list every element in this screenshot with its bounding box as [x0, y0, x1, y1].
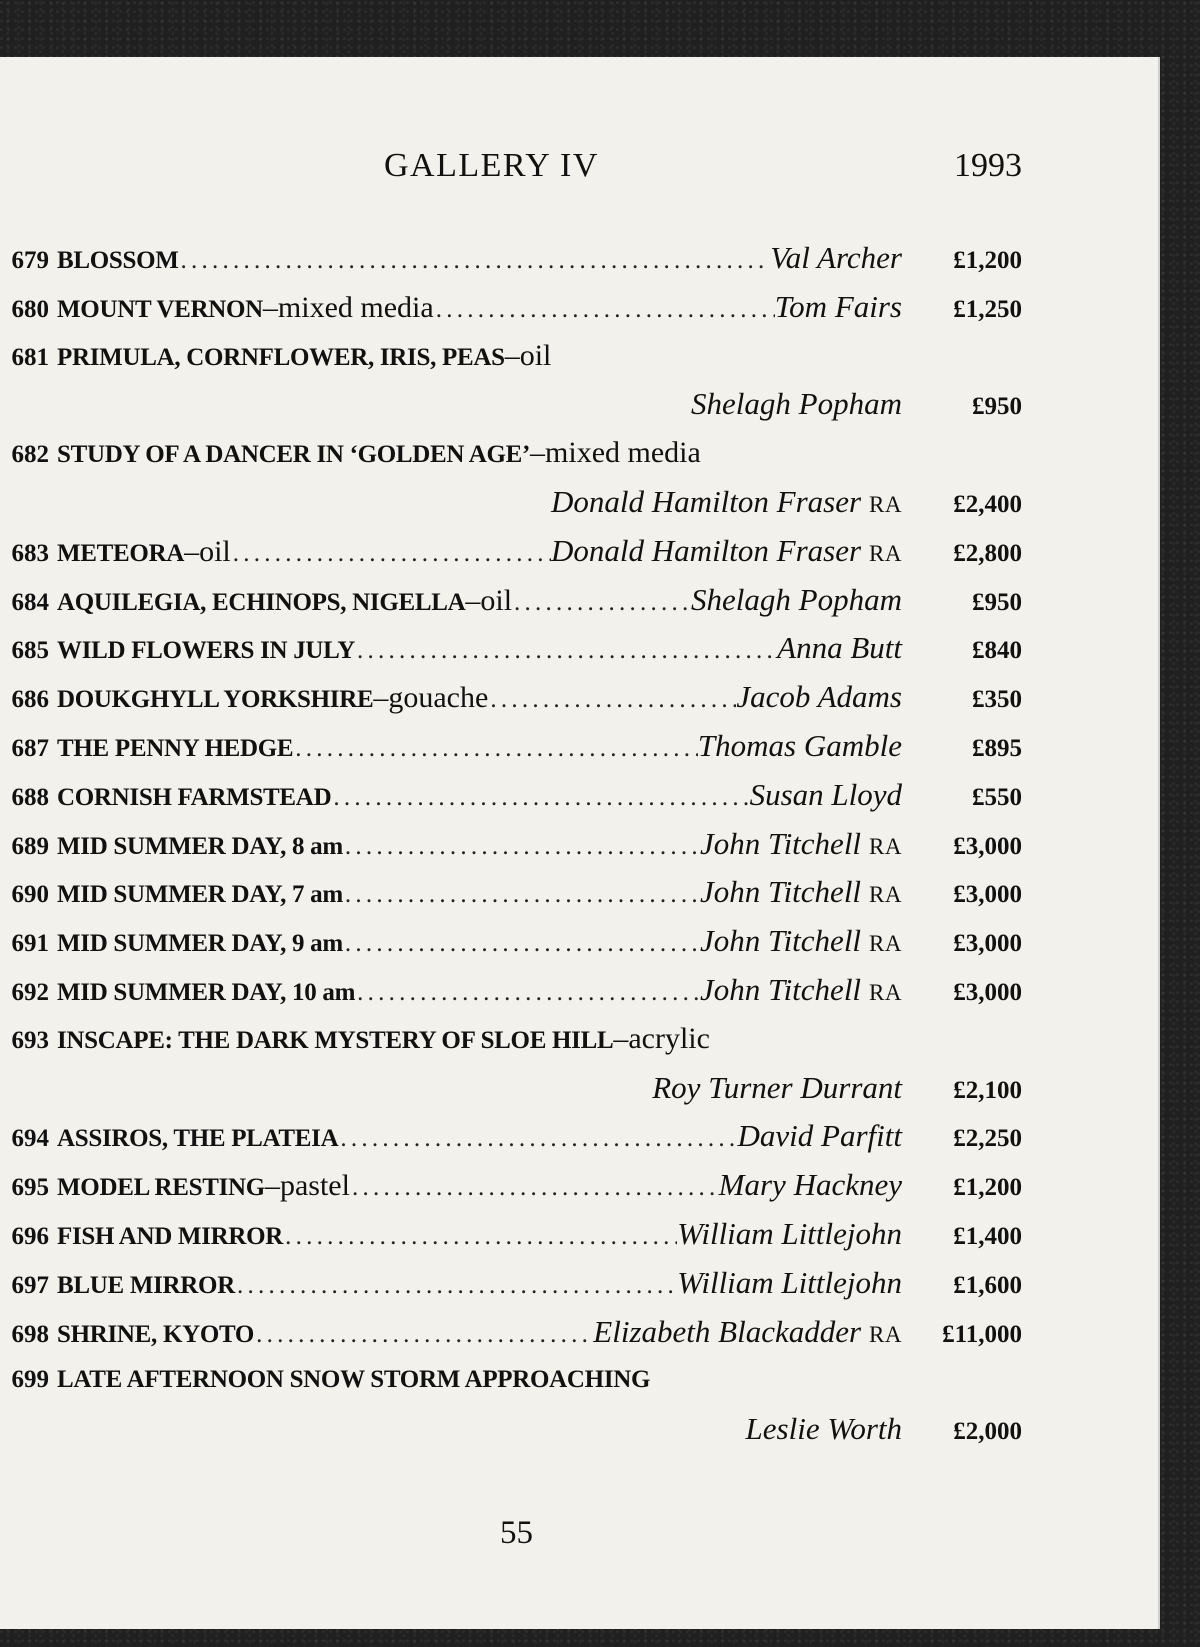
catalogue-entry [0, 1161, 1022, 1210]
catalogue-entry [0, 673, 1022, 722]
entry-line [0, 1161, 1022, 1210]
entry-line [0, 624, 1022, 673]
entry-artist: Thomas Gamble [697, 727, 902, 763]
entry-number: 696 [11, 1222, 49, 1250]
entry-artist: Roy Turner Durrant [652, 1069, 902, 1105]
entry-price: £3,000 [953, 832, 1022, 860]
entry-number: 682 [11, 441, 49, 469]
entry-line [0, 1015, 1022, 1064]
dot-leader [293, 725, 698, 774]
catalogue-entry [0, 1356, 1022, 1454]
catalogue-entry [0, 1112, 1022, 1161]
entry-price: £1,600 [953, 1271, 1022, 1299]
entry-dash: – [264, 1169, 280, 1203]
entry-artist: John Titchell [700, 923, 862, 959]
entry-line [0, 1356, 1022, 1405]
entry-dash: – [184, 534, 200, 568]
entry-line [0, 771, 1022, 820]
entry-number: 680 [11, 295, 49, 323]
entry-number: 695 [11, 1174, 49, 1202]
entry-line-continued [0, 478, 1022, 527]
entry-title: MODEL RESTING [57, 1174, 265, 1202]
catalogue-entry [0, 1015, 1022, 1113]
entry-artist: William Littlejohn [677, 1264, 902, 1300]
entry-artist: John Titchell [700, 874, 862, 910]
entry-number: 681 [11, 343, 49, 371]
entry-price: £350 [972, 686, 1022, 714]
entry-number: 692 [11, 978, 49, 1006]
entry-price: £1,400 [953, 1222, 1022, 1250]
entry-medium: mixed media [545, 436, 701, 470]
catalogue-entry [0, 429, 1022, 527]
entry-line [0, 283, 1022, 332]
dot-leader [350, 1164, 719, 1213]
entry-number: 688 [11, 783, 49, 811]
catalogue-entry [0, 771, 1022, 820]
entry-artist: Elizabeth Blackadder [593, 1313, 862, 1349]
entry-number: 679 [11, 247, 49, 274]
dot-leader [179, 237, 771, 286]
entry-ra: RA [869, 882, 902, 908]
entry-number: 693 [11, 1026, 49, 1054]
entry-line-continued [0, 380, 1022, 429]
entry-number: 690 [11, 881, 49, 909]
dot-leader [488, 676, 736, 725]
entry-line [0, 429, 1022, 478]
entry-medium: oil [480, 583, 513, 617]
entry-medium: acrylic [628, 1021, 710, 1055]
entry-price: £895 [972, 734, 1022, 762]
entry-number: 685 [11, 637, 49, 665]
dot-leader [434, 286, 775, 335]
dot-leader [343, 871, 700, 920]
entry-title: AQUILEGIA, ECHINOPS, NIGELLA [57, 588, 466, 616]
entry-number: 689 [11, 832, 49, 860]
dot-leader [343, 920, 700, 969]
entry-medium: pastel [279, 1169, 350, 1203]
entry-price: £1,250 [953, 295, 1022, 323]
entry-price: £950 [972, 393, 1022, 421]
dot-leader [355, 969, 700, 1018]
entry-title: STUDY OF A DANCER IN ‘GOLDEN AGE’ [57, 441, 531, 469]
entry-medium: oil [199, 534, 231, 568]
catalogue-entry [0, 527, 1022, 576]
entry-line [0, 1210, 1022, 1259]
entry-title: FISH AND MIRROR [57, 1222, 284, 1250]
entry-ra: RA [869, 491, 902, 517]
dot-leader [338, 1115, 737, 1164]
entry-title: LATE AFTERNOON SNOW STORM APPROACHING [57, 1366, 651, 1394]
entry-artist: William Littlejohn [677, 1215, 902, 1251]
entry-ra: RA [869, 979, 902, 1005]
entry-price: £3,000 [953, 881, 1022, 909]
entry-line [0, 332, 1022, 381]
entry-artist: Mary Hackney [718, 1167, 902, 1203]
entry-price: £950 [972, 588, 1022, 616]
entry-line [0, 1112, 1022, 1161]
entry-price: £1,200 [953, 247, 1022, 274]
dot-leader [331, 774, 749, 823]
catalogue-entry [0, 966, 1022, 1015]
entry-artist: Tom Fairs [774, 288, 902, 324]
dot-leader [254, 1311, 593, 1360]
entry-number: 686 [11, 686, 49, 714]
entry-artist: Susan Lloyd [749, 776, 902, 812]
catalogue-entry [0, 1210, 1022, 1259]
entry-artist: Shelagh Popham [691, 581, 902, 617]
page-number: 55 [500, 1515, 533, 1551]
entry-line [0, 1308, 1022, 1357]
entry-artist: Leslie Worth [745, 1411, 902, 1447]
catalogue-entry [0, 576, 1022, 625]
entry-price: £3,000 [953, 930, 1022, 958]
entry-price: £1,200 [953, 1174, 1022, 1202]
entry-title: MID SUMMER DAY, 7 am [57, 881, 343, 909]
catalogue-entry [0, 1308, 1022, 1357]
page-title: GALLERY IV [384, 147, 599, 184]
catalogue-entry [0, 917, 1022, 966]
entry-title: MOUNT VERNON [57, 295, 263, 323]
entry-price: £840 [972, 637, 1022, 665]
entry-artist: Shelagh Popham [691, 386, 902, 422]
entry-title: CORNISH FARMSTEAD [57, 783, 332, 811]
catalogue-page [0, 57, 1158, 1629]
entry-medium: mixed media [277, 290, 434, 324]
entry-title: MID SUMMER DAY, 9 am [57, 930, 343, 958]
entry-artist: David Parfitt [737, 1118, 902, 1154]
entry-dash: – [530, 436, 546, 470]
catalogue-entry [0, 1259, 1022, 1308]
dot-leader [343, 823, 700, 872]
dot-leader [235, 1262, 677, 1311]
entry-title: SHRINE, KYOTO [57, 1320, 255, 1348]
entry-title: WILD FLOWERS IN JULY [57, 637, 356, 665]
catalogue-entry [0, 868, 1022, 917]
catalogue-entry [0, 332, 1022, 430]
entry-title: MID SUMMER DAY, 10 am [57, 978, 356, 1006]
dot-leader [355, 627, 777, 676]
entry-title: MID SUMMER DAY, 8 am [57, 832, 343, 860]
entry-dash: – [465, 583, 481, 617]
entry-artist: John Titchell [700, 825, 862, 861]
entry-title: BLOSSOM [57, 247, 179, 274]
entry-ra: RA [869, 1321, 902, 1347]
entry-line [0, 1259, 1022, 1308]
entry-price: £2,400 [953, 490, 1022, 518]
entry-number: 687 [11, 734, 49, 762]
entry-line [0, 527, 1022, 576]
catalogue-entry [0, 283, 1022, 332]
entry-dash: – [504, 338, 520, 372]
entry-line-continued [0, 1064, 1022, 1113]
entry-line [0, 820, 1022, 869]
entry-number: 699 [11, 1366, 49, 1394]
catalogue-entry [0, 722, 1022, 771]
entry-title: PRIMULA, CORNFLOWER, IRIS, PEAS [57, 343, 505, 371]
entry-line [0, 673, 1022, 722]
entry-artist: Donald Hamilton Fraser [551, 483, 862, 519]
entry-number: 691 [11, 930, 49, 958]
dot-leader [512, 579, 691, 628]
catalogue-entry [0, 820, 1022, 869]
entry-artist: Jacob Adams [736, 679, 902, 715]
entry-price: £11,000 [942, 1320, 1022, 1348]
entry-artist: John Titchell [700, 971, 862, 1007]
catalogue-entry [0, 624, 1022, 673]
entries-list [0, 234, 1022, 1454]
entry-number: 697 [11, 1271, 49, 1299]
entry-line [0, 576, 1022, 625]
entry-price: £2,000 [953, 1418, 1022, 1446]
entry-number: 698 [11, 1320, 49, 1348]
entry-line [0, 722, 1022, 771]
entry-ra: RA [869, 931, 902, 957]
entry-line [0, 966, 1022, 1015]
page-year: 1993 [954, 147, 1022, 184]
entry-medium: gouache [388, 681, 489, 715]
dot-leader [283, 1213, 677, 1262]
entry-artist: Donald Hamilton Fraser [551, 532, 862, 568]
entry-title: METEORA [57, 539, 185, 567]
entry-dash: – [262, 290, 278, 324]
entry-price: £2,800 [953, 539, 1022, 567]
entry-price: £550 [972, 783, 1022, 811]
entry-medium: oil [519, 338, 552, 372]
entry-dash: – [373, 681, 389, 715]
entry-ra: RA [869, 540, 902, 566]
entry-title: THE PENNY HEDGE [57, 734, 294, 762]
entry-artist: Val Archer [770, 240, 902, 275]
entry-price: £2,100 [953, 1076, 1022, 1104]
entry-price: £2,250 [953, 1125, 1022, 1153]
entry-number: 684 [11, 588, 49, 616]
dot-leader [231, 530, 551, 579]
catalogue-entry [0, 234, 1022, 283]
entry-price: £3,000 [953, 978, 1022, 1006]
entry-dash: – [613, 1021, 629, 1055]
entry-title: DOUKGHYLL YORKSHIRE [57, 686, 374, 714]
entry-artist: Anna Butt [777, 630, 902, 666]
entry-ra: RA [869, 833, 902, 859]
entry-number: 683 [11, 539, 49, 567]
entry-title: BLUE MIRROR [57, 1271, 235, 1299]
entry-title: INSCAPE: THE DARK MYSTERY OF SLOE HILL [57, 1026, 614, 1054]
entry-line-continued [0, 1405, 1022, 1454]
entry-line [0, 234, 1022, 283]
entry-title: ASSIROS, THE PLATEIA [57, 1125, 339, 1153]
entry-number: 694 [11, 1125, 49, 1153]
entry-line [0, 868, 1022, 917]
entry-line [0, 917, 1022, 966]
